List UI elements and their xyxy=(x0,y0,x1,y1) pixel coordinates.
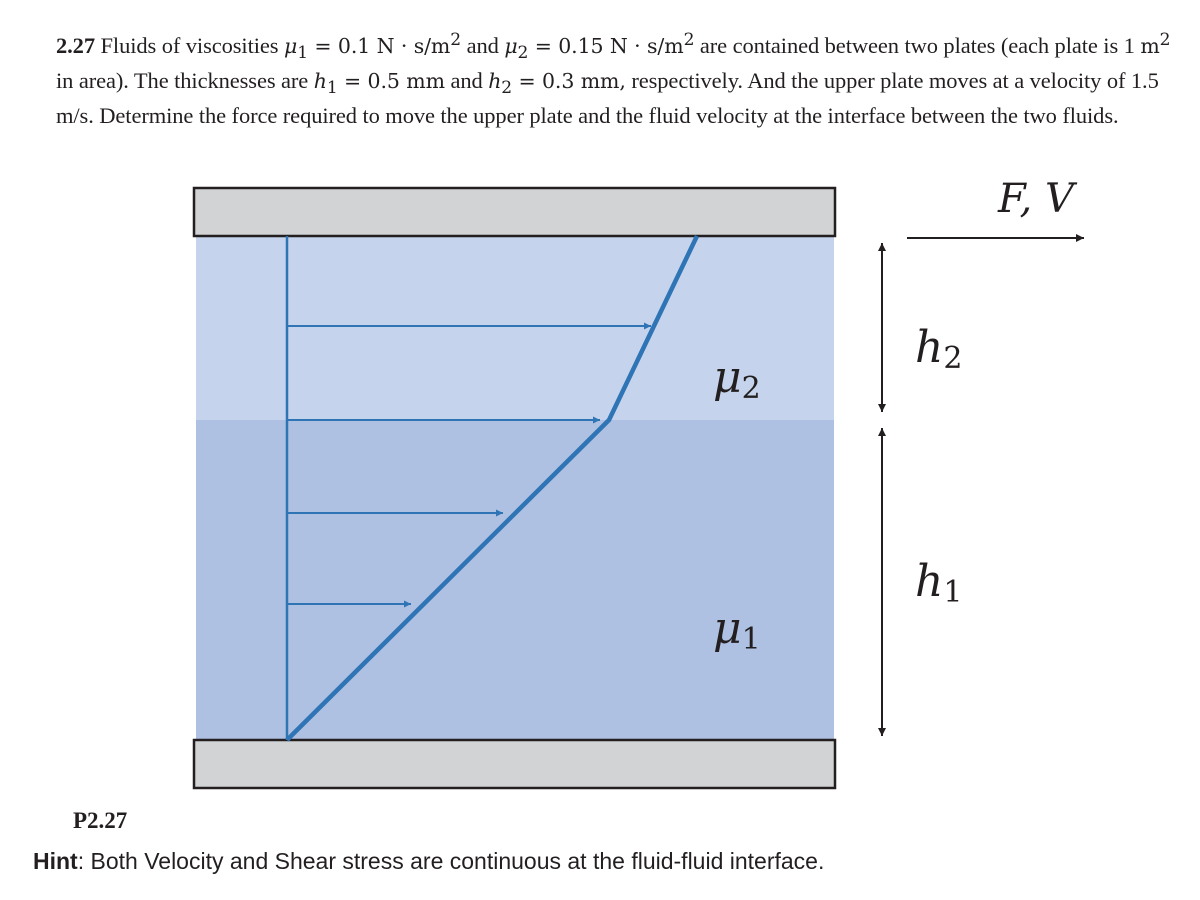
hint-label: Hint xyxy=(33,848,78,874)
hint-text: : Both Velocity and Shear stress are continuous at the fluid-fluid interface. xyxy=(77,848,825,874)
lower-plate xyxy=(194,740,835,788)
fluid-1-region xyxy=(196,420,834,740)
problem-text-1: Fluids of viscosities xyxy=(100,32,279,58)
and-text-2: and xyxy=(450,67,483,93)
hint xyxy=(33,848,824,875)
problem-text-3: in area). The thicknesses are xyxy=(56,67,309,93)
problem-text-4: respectively. And the upper plate moves at a velocity of 1.5 m/s. Determine the force required to move the upper plate and the fluid velocity at the interface between the two fluids. xyxy=(56,67,1159,129)
mu1-expr: $\mu_1 = 0.1$ $N \cdot s/m^2$ xyxy=(283,30,462,63)
mu2-expr: $\mu_2 = 0.15$ $N \cdot s/m^2$ xyxy=(504,30,695,63)
mu2-label: μ2 xyxy=(713,352,761,406)
h2-label: h2 xyxy=(915,322,963,376)
h1-expr: $h_1 = 0.5$ mm xyxy=(313,68,445,99)
mu1-label: μ1 xyxy=(713,603,761,657)
area-unit: $m^2$ xyxy=(1140,30,1171,58)
and-text-1: and xyxy=(466,32,499,58)
figure-caption: P2.27 xyxy=(73,808,128,833)
h1-label: h1 xyxy=(915,556,963,610)
problem-number: 2.27 xyxy=(56,32,95,58)
force-velocity-label: F, V xyxy=(998,176,1074,222)
upper-plate xyxy=(194,188,835,236)
h2-expr: $h_2 = 0.3$ mm, xyxy=(488,68,626,99)
problem-text-2: are contained between two plates (each plate is 1 xyxy=(699,32,1135,58)
